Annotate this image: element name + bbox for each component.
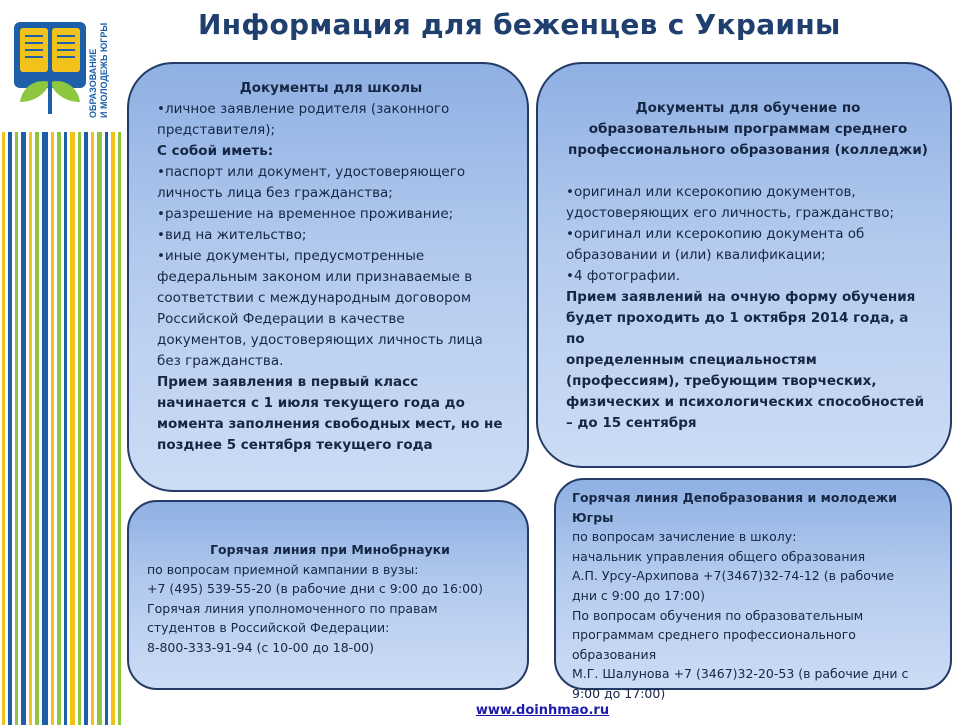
school-note: позднее 5 сентября текущего года <box>157 437 433 453</box>
college-documents-box <box>536 62 952 468</box>
bring-label: С собой иметь: <box>157 143 274 159</box>
list-item: соответствии с международным договором <box>157 290 472 306</box>
school-note: момента заполнения свободных мест, но не <box>157 416 503 432</box>
hotline-line: начальник управления общего образования <box>572 548 866 564</box>
hotline-line: +7 (495) 539-55-20 (в рабочие дни с 9:00 до 16:00) <box>147 581 483 596</box>
list-item: •оригинал или ксерокопию документов, <box>566 184 856 200</box>
college-note: (профессиям), требующим творческих, <box>566 373 877 389</box>
hotline-line: программам среднего профессионального <box>572 627 856 643</box>
college-note: будет проходить до 1 октября 2014 года, а по <box>566 310 909 347</box>
spacer <box>566 161 930 182</box>
list-item: •разрешение на временное проживание; <box>157 206 454 222</box>
website-link[interactable]: www.doinhmao.ru <box>475 703 610 718</box>
footer <box>0 703 965 723</box>
college-note: – до 15 сентября <box>566 415 697 431</box>
list-item: •паспорт или документ, удостоверяющего <box>157 164 466 180</box>
college-note: определенным специальностям <box>566 352 817 368</box>
list-item: федеральным законом или признаваемые в <box>157 269 473 285</box>
decorative-stripes <box>0 132 122 725</box>
list-item: •оригинал или ксерокопию документа об <box>566 226 865 242</box>
list-item: документов, удостоверяющих личность лица <box>157 332 483 348</box>
list-item: •вид на жительство; <box>157 227 307 243</box>
hotline-line: 8-800-333-91-94 (с 10-00 до 18-00) <box>147 639 374 655</box>
hotline-line: по вопросам зачисление в школу: <box>572 529 797 545</box>
logo-line-2: И МОЛОДЕЖЬ ЮГРЫ <box>99 22 109 118</box>
hotline-line: 9:00 до 17:00) <box>572 685 666 701</box>
hotline-line: А.П. Урсу-Архипова +7(3467)32-74-12 (в рабочие <box>572 568 895 584</box>
college-heading: профессионального образования (колледжи) <box>568 142 928 158</box>
list-item: представителя); <box>157 122 276 138</box>
logo-line-1: ОБРАЗОВАНИЕ <box>88 48 98 118</box>
hotline-line: дни с 9:00 до 17:00) <box>572 587 705 603</box>
hotline-line: М.Г. Шалунова +7 (3467)32-20-53 (в рабочие дни с <box>572 666 909 682</box>
college-heading: образовательным программам среднего <box>588 121 908 137</box>
college-note: Прием заявлений на очную форму обучения <box>566 289 916 305</box>
hotline-line: Горячая линия уполномоченного по правам <box>147 600 438 616</box>
list-item: •иные документы, предусмотренные <box>157 248 425 264</box>
hotline-line: По вопросам обучения по образовательным <box>572 607 864 623</box>
school-heading: Документы для школы <box>239 80 423 96</box>
hotline-line: по вопросам приемной кампании в вузы: <box>147 561 419 577</box>
college-heading: Документы для обучение по <box>635 100 861 116</box>
book-plant-logo-icon <box>14 22 86 114</box>
school-note: Прием заявления в первый класс <box>157 374 419 390</box>
list-item: удостоверяющих его личность, гражданство; <box>566 205 895 221</box>
list-item: личность лица без гражданства; <box>157 185 393 201</box>
school-documents-box <box>127 62 529 492</box>
list-item: •личное заявление родителя (законного <box>157 101 450 117</box>
hotline-line: студентов в Российской Федерации: <box>147 620 390 635</box>
logo-text <box>86 16 112 120</box>
ministry-heading: Горячая линия при Минобрнауки <box>210 542 450 557</box>
ministry-hotline-box <box>127 500 529 690</box>
page-title: Информация для беженцев с Украины <box>198 8 841 41</box>
school-note: начинается с 1 июля текущего года до <box>157 395 465 411</box>
list-item: без гражданства. <box>157 353 284 369</box>
list-item: образовании и (или) квалификации; <box>566 247 826 263</box>
list-item: Российской Федерации в качестве <box>157 311 405 327</box>
hotline-line: образования <box>572 646 657 662</box>
ugra-hotline-box <box>554 478 952 701</box>
college-note: физических и психологических способностей <box>566 394 925 410</box>
ugra-heading: Горячая линия Депобразования и молодежи Югры <box>572 490 897 525</box>
list-item: •4 фотографии. <box>566 268 681 284</box>
